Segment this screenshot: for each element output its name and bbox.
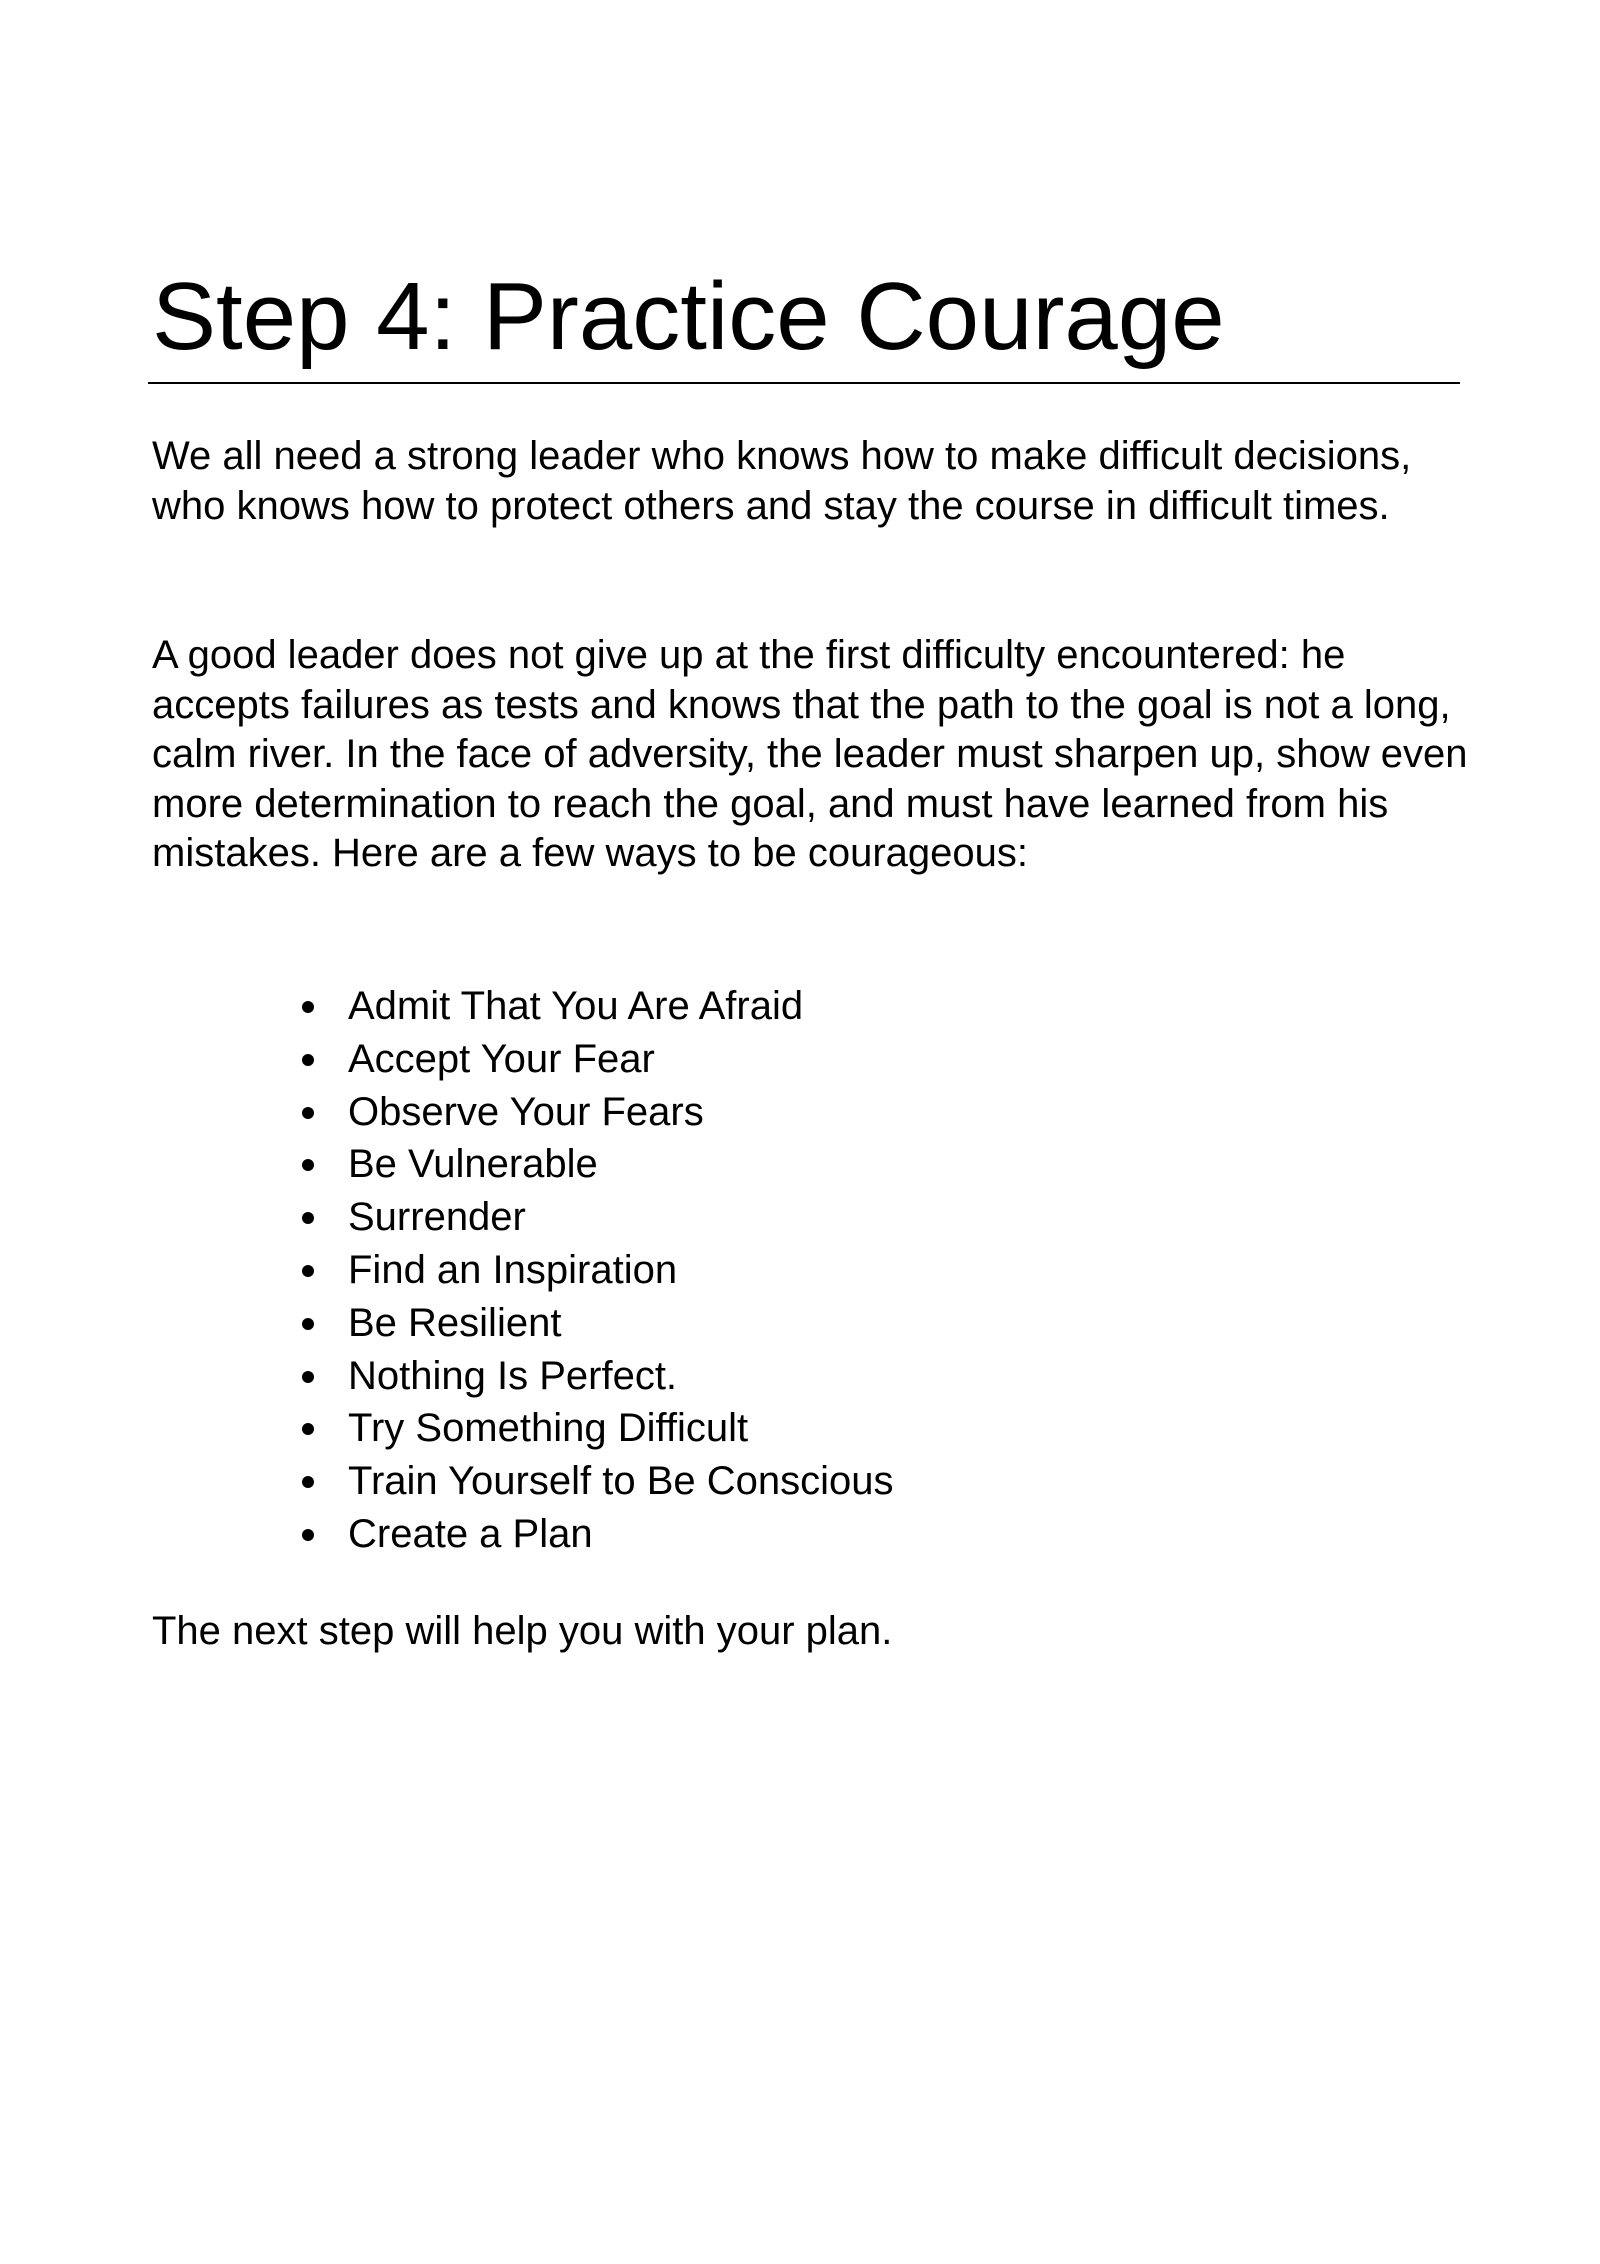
list-item bbox=[152, 1086, 1352, 1139]
list-item-text: Nothing Is Perfect. bbox=[348, 1353, 678, 1398]
bullet-icon bbox=[302, 1001, 314, 1013]
bullet-icon bbox=[302, 1159, 314, 1171]
list-item-text: Observe Your Fears bbox=[348, 1089, 704, 1134]
list-item bbox=[152, 1244, 1352, 1297]
bullet-icon bbox=[302, 1371, 314, 1383]
list-item-text: Find an Inspiration bbox=[348, 1247, 678, 1292]
list-item-text: Admit That You Are Afraid bbox=[348, 984, 804, 1028]
bullet-icon bbox=[302, 1212, 314, 1224]
body-paragraph: A good leader does not give up at the first difficulty encountered: he accepts failures as tests and knows that the path to the goal is not a long, calm river. In the face of adversity, the leader must sharpen up, show even more determination to reach the goal, and must have learned from his mistakes. Here are a few ways to be courageous: bbox=[152, 633, 1468, 875]
list-item bbox=[152, 1138, 1352, 1191]
bullet-icon bbox=[302, 1107, 314, 1119]
list-item bbox=[152, 1508, 1352, 1561]
bullet-icon bbox=[302, 1318, 314, 1330]
list-item bbox=[152, 1455, 1352, 1508]
list-item bbox=[152, 1191, 1352, 1244]
courage-list bbox=[152, 980, 1352, 1561]
list-item bbox=[152, 1033, 1352, 1086]
page-title: Step 4: Practice Courage bbox=[152, 263, 1225, 370]
list-item-text: Train Yourself to Be Conscious bbox=[348, 1459, 894, 1504]
list-item-text: Be Vulnerable bbox=[348, 1142, 598, 1187]
bullet-icon bbox=[302, 1423, 314, 1435]
intro-paragraph: We all need a strong leader who knows how to make difficult decisions, who knows how to protect others and stay the course in difficult times. bbox=[152, 434, 1412, 528]
bullet-icon bbox=[302, 1529, 314, 1541]
list-item bbox=[152, 1350, 1352, 1403]
bullet-icon bbox=[302, 1054, 314, 1066]
list-item-text: Be Resilient bbox=[348, 1300, 562, 1345]
list-item-text: Try Something Difficult bbox=[348, 1406, 749, 1451]
list-item-text: Surrender bbox=[348, 1195, 526, 1240]
list-item bbox=[152, 1297, 1352, 1350]
bullet-icon bbox=[302, 1265, 314, 1277]
list-item bbox=[152, 980, 1352, 1033]
list-item-text: Accept Your Fear bbox=[348, 1036, 655, 1081]
closing-paragraph: The next step will help you with your plan. bbox=[152, 1609, 893, 1653]
title-underline bbox=[148, 382, 1460, 384]
bullet-icon bbox=[302, 1476, 314, 1488]
list-item-text: Create a Plan bbox=[348, 1511, 593, 1556]
list-item bbox=[152, 1402, 1352, 1455]
